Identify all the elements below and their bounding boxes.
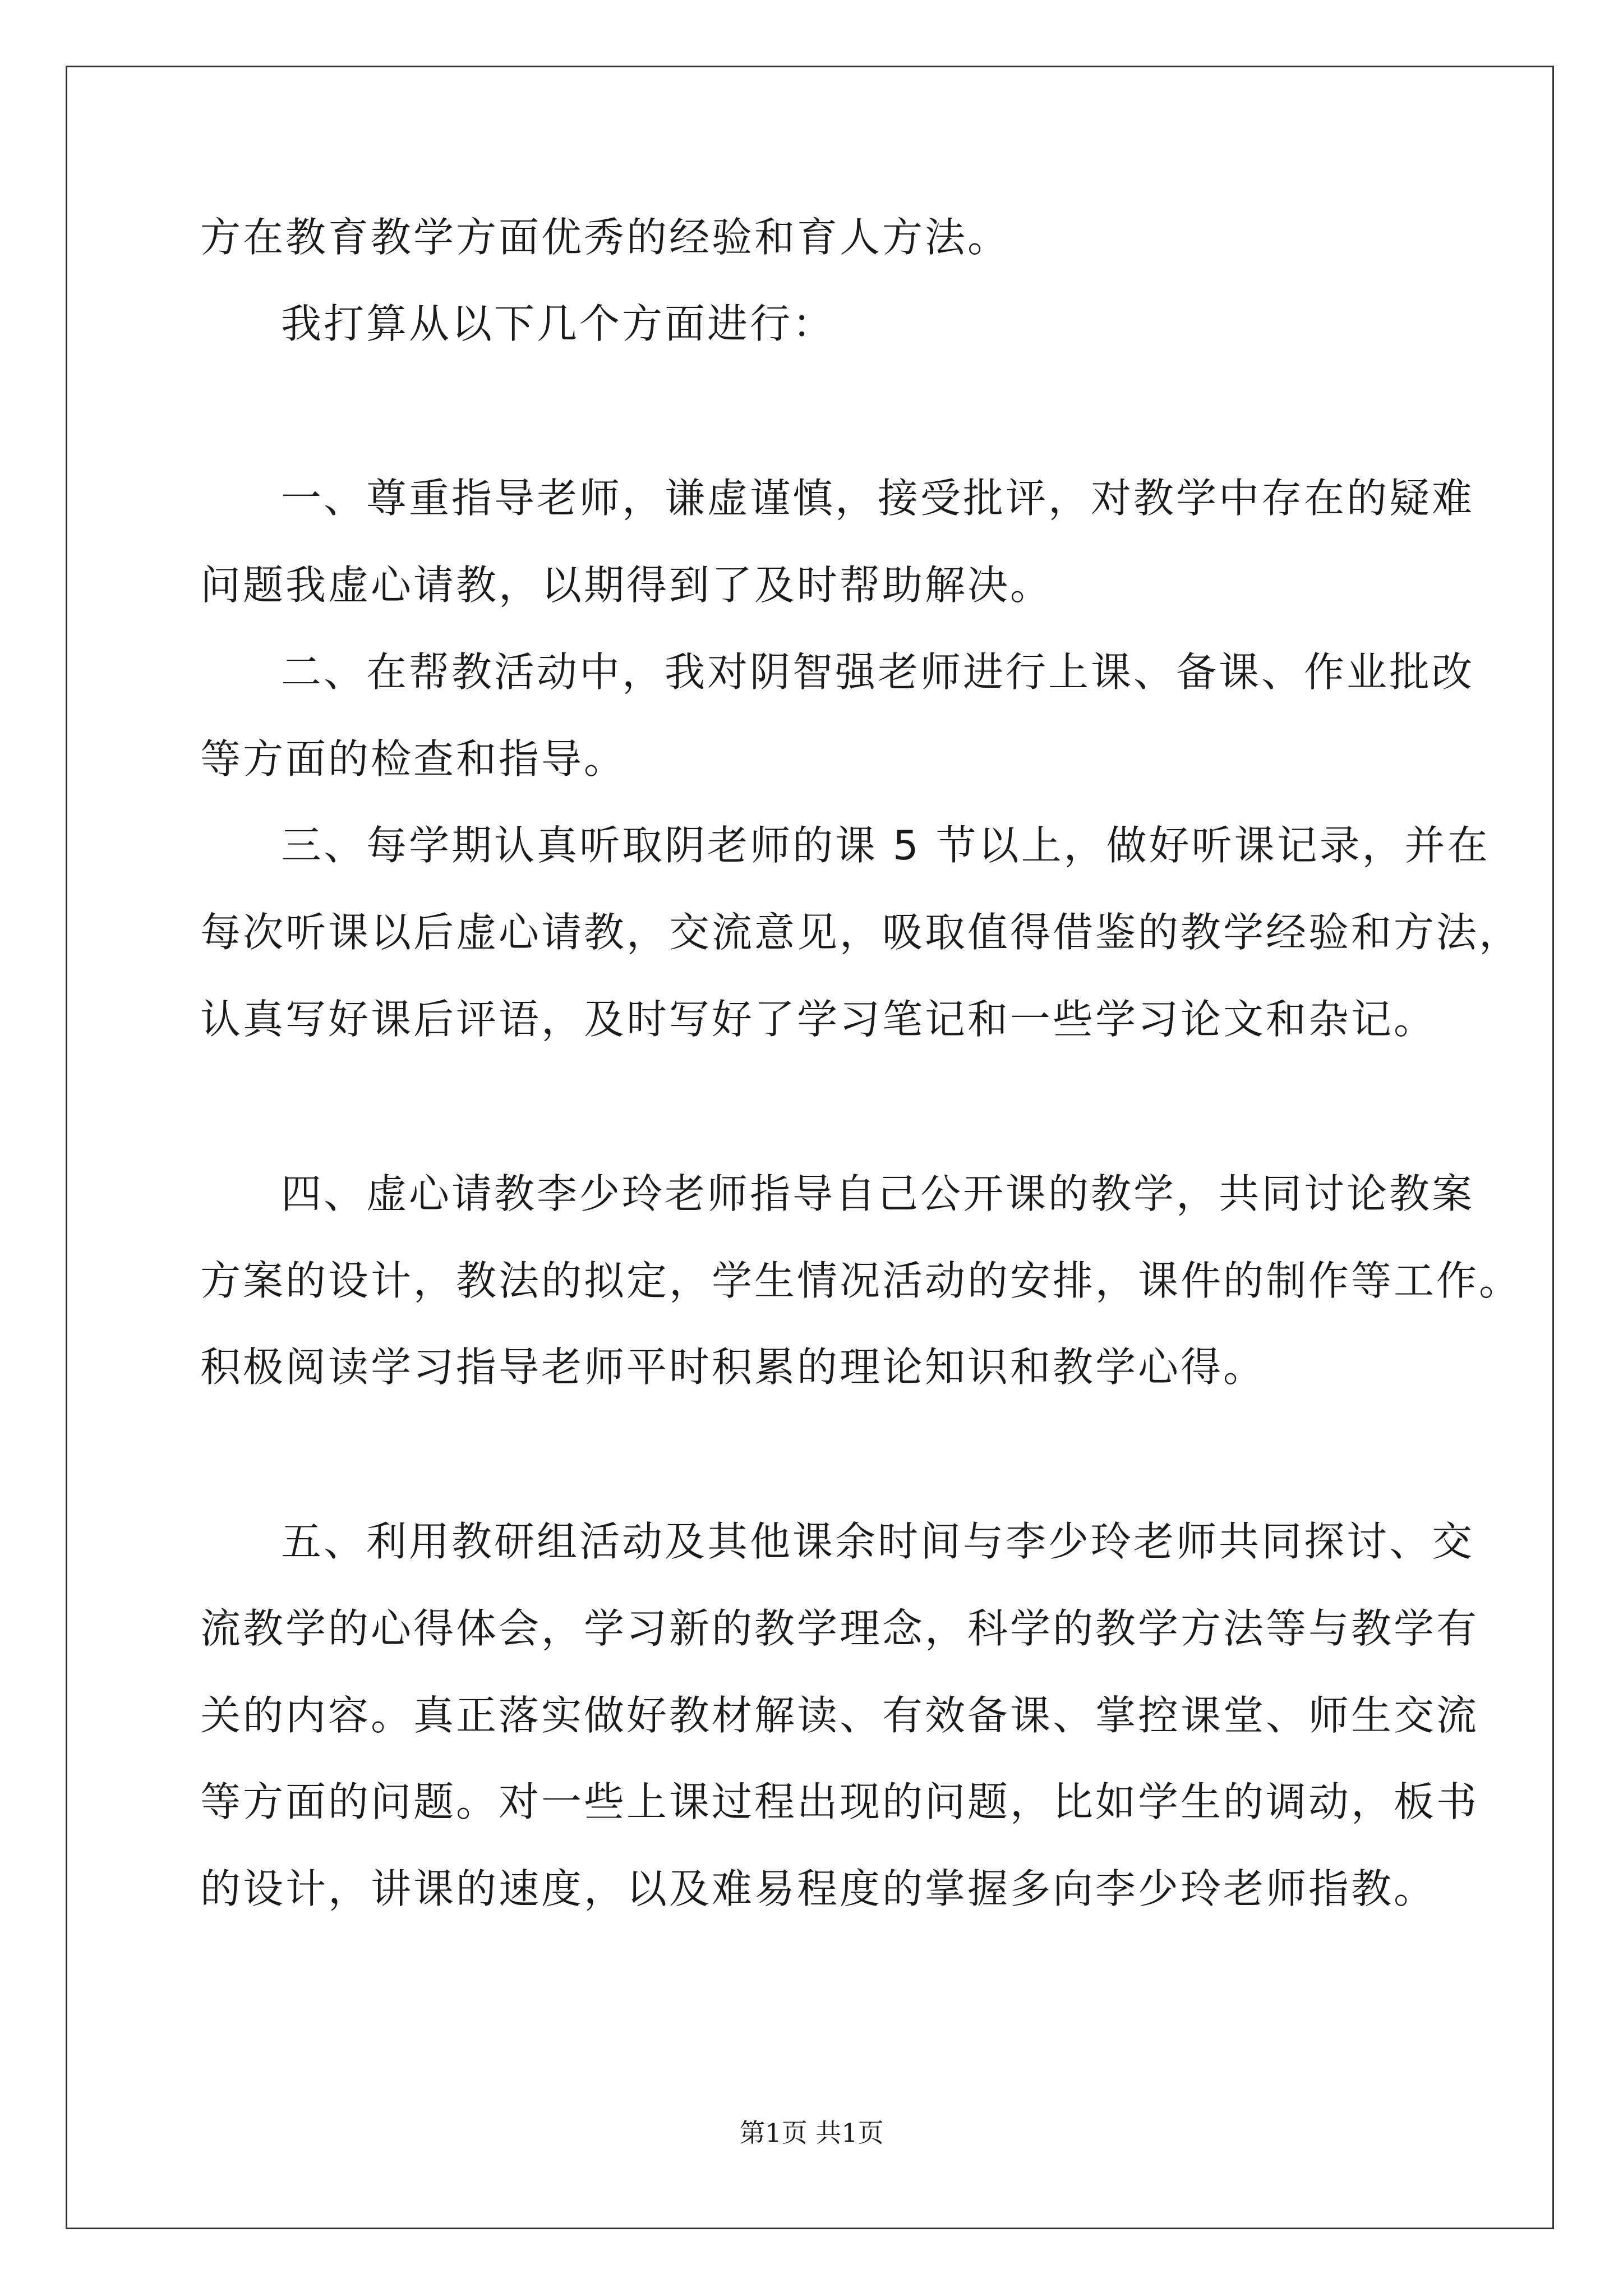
text-line: 三、每学期认真听取阴老师的课 5 节以上，做好听课记录，并在 [281,822,1490,869]
page-number-footer: 第1页 共1页 [739,2118,884,2148]
text-line: 四、虚心请教李少玲老师指导自己公开课的教学，共同讨论教案 [281,1170,1475,1217]
text-line: 方案的设计，教法的拟定，学生情况活动的安排，课件的制作等工作。 [200,1257,1522,1304]
text-line: 问题我虚心请教，以期得到了及时帮助解决。 [200,562,1053,609]
text-line: 的设计，讲课的速度，以及难易程度的掌握多向李少玲老师指教。 [200,1865,1437,1912]
text-line: 每次听课以后虚心请教，交流意见，吸取值得借鉴的教学经验和方法， [200,909,1522,956]
text-line: 一、尊重指导老师，谦虚谨慎，接受批评，对教学中存在的疑难 [281,475,1475,522]
text-line: 等方面的检查和指导。 [200,735,627,783]
text-line: 二、在帮教活动中，我对阴智强老师进行上课、备课、作业批改 [281,648,1475,696]
text-line: 等方面的问题。对一些上课过程出现的问题，比如学生的调动，板书 [200,1778,1479,1825]
text-line: 积极阅读学习指导老师平时积累的理论知识和教学心得。 [200,1343,1266,1391]
text-line: 流教学的心得体会，学习新的教学理念，科学的教学方法等与教学有 [200,1605,1479,1652]
text-line: 五、利用教研组活动及其他课余时间与李少玲老师共同探讨、交 [281,1518,1475,1565]
text-line: 认真写好课后评语，及时写好了学习笔记和一些学习论文和杂记。 [200,996,1437,1043]
text-line: 我打算从以下几个方面进行： [281,300,836,347]
text-line: 方在教育教学方面优秀的经验和育人方法。 [200,214,1011,261]
text-line: 关的内容。真正落实做好教材解读、有效备课、掌控课堂、师生交流 [200,1692,1479,1739]
